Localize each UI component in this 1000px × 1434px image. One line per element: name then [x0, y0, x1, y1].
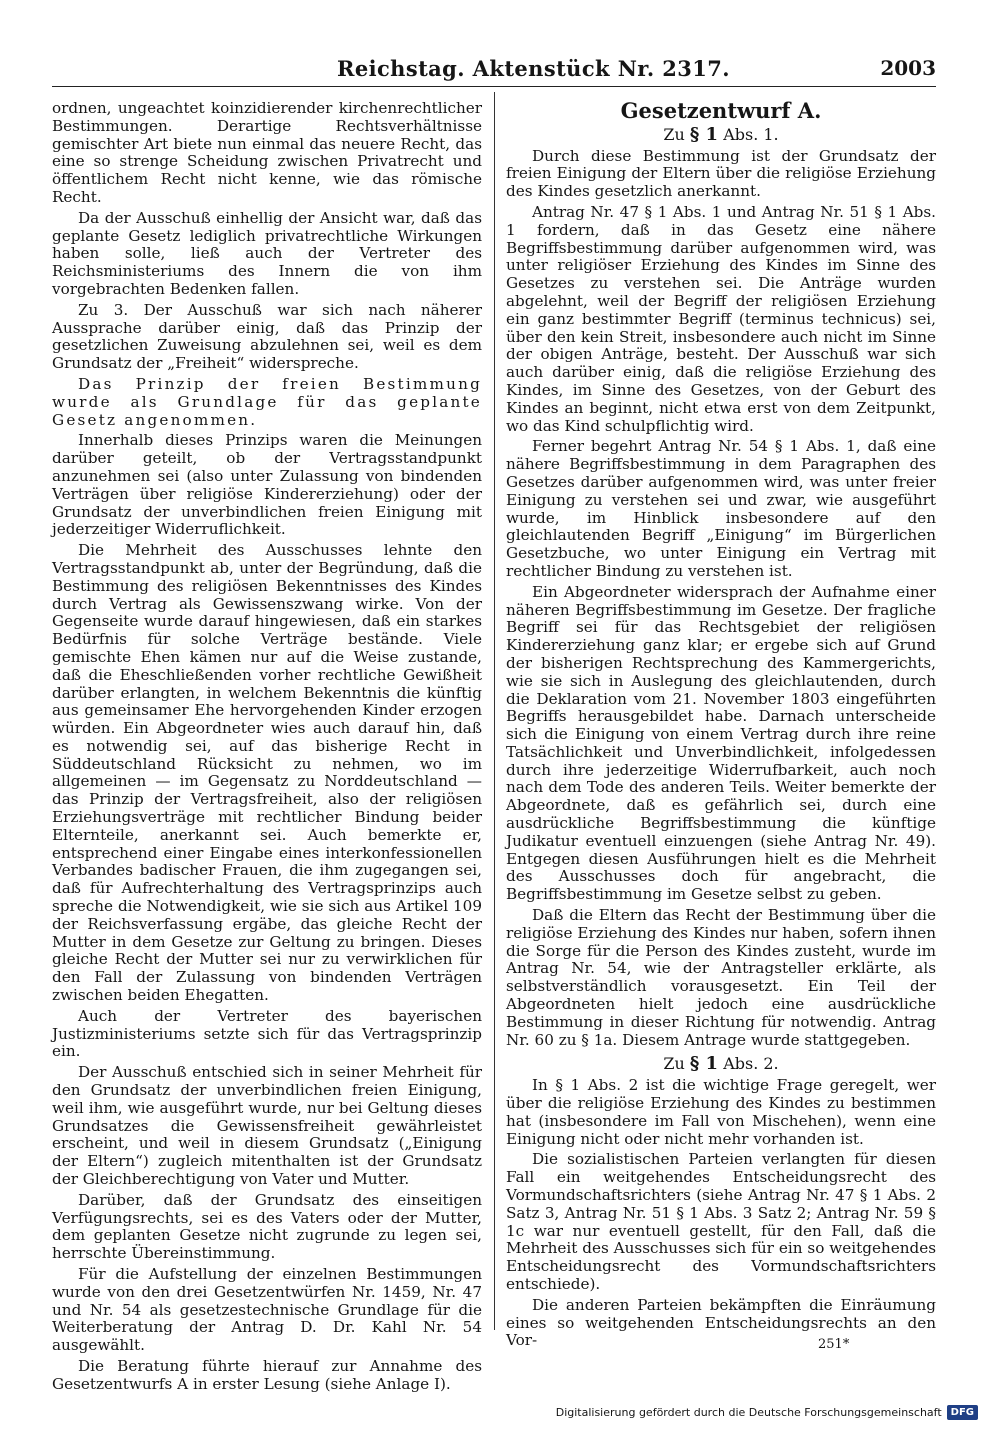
paragraph: Da der Ausschuß einhellig der Ansicht war, daß das geplante Gesetz lediglich privatrechtliche Wirkungen haben solle, ließ auch der Vertreter des Reichsministeriums des Innern die von ihm vorgebrachten Bedenken fallen. — [52, 208, 482, 298]
subheading-prefix: Zu — [663, 1054, 685, 1074]
paragraph: Zu 3. Der Ausschuß war sich nach näherer Aussprache darüber einig, daß das Prinzip der gesetzlichen Zuweisung abzulehnen sei, weil es dem Grundsatz der „Freiheit“ widerspreche. — [52, 300, 482, 373]
paragraph: In § 1 Abs. 2 ist die wichtige Frage geregelt, wer über die religiöse Erziehung des Kindes zu bestimmen hat (insbesondere im Fall von Mischehen), wenn eine Einigung nicht oder nicht mehr vorhanden ist. — [506, 1076, 936, 1148]
paragraph: Der Ausschuß entschied sich in seiner Mehrheit für den Grundsatz der unverbindlichen freien Einigung, weil ihm, wie ausgeführt wurde, nur bei Geltung dieses Grundsatzes die Gewissensfreiheit gewährleistet erscheint, und weil in diesem Grundsatz („Einigung der Eltern“) zugleich mitenthalten ist der Grundsatz der Gleichberechtigung von Vater und Mutter. — [52, 1063, 482, 1189]
subheading-prefix: Zu — [663, 124, 685, 144]
printer-signature: 251* — [818, 1337, 850, 1352]
paragraph: Durch diese Bestimmung ist der Grundsatz der freien Einigung der Eltern über die religiöse Erziehung des Kindes gesetzlich anerkannt. — [506, 146, 936, 201]
paragraph: Auch der Vertreter des bayerischen Justizministeriums setzte sich für das Vertragsprinzip ein. — [52, 1006, 482, 1061]
paragraph: Die sozialistischen Parteien verlangten für diesen Fall ein weitgehendes Entscheidungsrecht des Vormundschaftsrichters (siehe Antrag Nr. 47 § 1 Abs. 2 Satz 3, Antrag Nr. 51 § 1 Abs. 3 Satz 2; Antrag Nr. 59 § 1c war nur eventuell gestellt, für den Fall, daß die Mehrheit des Ausschusses sich für ein so weitgehendes Entscheidungsrecht des Vormundschaftsrichters entschiede). — [506, 1150, 936, 1293]
page-header — [52, 56, 936, 87]
paragraph: Ferner begehrt Antrag Nr. 54 § 1 Abs. 1, daß eine nähere Begriffsbestimmung in dem Paragraphen des Gesetzes darüber aufgenommen wird, was unter freier Einigung zu verstehen sei und zwar, wie ausgeführt wurde, im Hinblick insbesondere auf den gleichlautenden Begriff „Einigung“ im Bürgerlichen Gesetzbuche, wo unter Einigung ein Vertrag mit rechtlicher Bindung zu verstehen ist. — [506, 437, 936, 580]
subheading-section: § 1 — [689, 123, 719, 145]
subsection-heading-1 — [506, 123, 936, 145]
column-divider — [494, 92, 495, 1330]
paragraph: ordnen, ungeachtet koinzidierender kirchenrechtlicher Bestimmungen. Derartige Rechtsverhältnisse gemischter Art biete nun einmal das neuere Recht, das eine so strenge Scheidung zwischen Privatrecht und öffentlichem Recht nicht kenne, wie das römische Recht. — [52, 99, 482, 206]
subheading-suffix: Abs. 2. — [723, 1054, 779, 1074]
paragraph: Die Mehrheit des Ausschusses lehnte den Vertragsstandpunkt ab, unter der Begründung, daß die Bestimmung des religiösen Bekenntnisses des Kindes durch Vertrag als Gewissenszwang wirke. Von der Gegenseite wurde darauf hingewiesen, daß ein starkes Bedürfnis für solche Verträge bestände. Viele gemischte Ehen kämen nur auf die Weise zustande, daß die Eheschließenden vorher rechtliche Gewißheit darüber erlangten, in welchem Bekenntnis die künftig aus gemeinsamer Ehe hervorgehenden Kinder erzogen würden. Ein Abgeordneter wies auch darauf hin, daß es notwendig sei, auf das bisherige Recht in Süddeutschland Rücksicht zu nehmen, wo im allgemeinen — im Gegensatz zu Norddeutschland — das Prinzip der Vertragsfreiheit, also der religiösen Erziehungsverträge mit rechtlicher Bindung beider Elternteile, anerkannt sei. Auch bemerkte er, entsprechend einer Eingabe eines interkonfessionellen Verbandes badischer Frauen, die ihm zugegangen sei, daß für Aufrechterhaltung des Vertragsprinzips auch spreche die Notwendigkeit, wie sie sich aus Artikel 109 der Reichsverfassung ergäbe, das gleiche Recht der Mutter in dem Gesetze zur Geltung zu bringen. Dieses gleiche Recht der Mutter sei nur zu verwirklichen für den Fall der Zulassung von bindenden Verträgen zwischen beiden Ehegatten. — [52, 541, 482, 1005]
paragraph: Darüber, daß der Grundsatz des einseitigen Verfügungsrechts, sei es des Vaters oder der Mutter, dem geplanten Gesetze nicht zugrunde zu legen sei, herrschte Übereinstimmung. — [52, 1190, 482, 1263]
paragraph: Antrag Nr. 47 § 1 Abs. 1 und Antrag Nr. 51 § 1 Abs. 1 fordern, daß in das Gesetz eine nähere Begriffsbestimmung darüber aufgenommen wird, was unter religiöser Erziehung des Kindes im Sinne des Gesetzes zu verstehen sei. Die Anträge wurden abgelehnt, weil der Begriff der religiösen Erziehung ein ganz bestimmter Begriff (terminus technicus) sei, über den kein Streit, insbesondere auch nicht im Sinne der obigen Anträge, besteht. Der Ausschuß war sich auch darüber einig, daß die religiöse Erziehung des Kindes, im Sinne des Gesetzes, von der Geburt des Kindes an beginnt, nicht etwa erst von dem Zeitpunkt, wo das Kind schulpflichtig wird. — [506, 202, 936, 435]
footer-text: Digitalisierung gefördert durch die Deutsche Forschungsgemeinschaft — [555, 1406, 942, 1419]
paragraph: Innerhalb dieses Prinzips waren die Meinungen darüber geteilt, ob der Vertragsstandpunkt anzunehmen sei (also unter Zulassung von bindenden Verträgen über religiöse Kindererziehung) oder der Grundsatz der unverbindlichen freien Einigung mit jederzeitiger Widerruflichkeit. — [52, 431, 482, 539]
header-title: Reichstag. Aktenstück Nr. 2317. — [337, 56, 731, 81]
paragraph: Die anderen Parteien bekämpften die Einräumung eines so weitgehenden Entscheidungsrechts an den Vor- — [506, 1295, 936, 1350]
section-heading: Gesetzentwurf A. — [620, 98, 822, 123]
paragraph: Für die Aufstellung der einzelnen Bestimmungen wurde von den drei Gesetzentwürfen Nr. 1459, Nr. 47 und Nr. 54 als gesetzestechnische Grundlage für die Weiterberatung der Antrag D. Dr. Kahl Nr. 54 ausgewählt. — [52, 1265, 482, 1355]
page-number: 2003 — [880, 56, 936, 80]
subheading-suffix: Abs. 1. — [723, 124, 779, 144]
paragraph: Daß die Eltern das Recht der Bestimmung über die religiöse Erziehung des Kindes nur haben, sofern ihnen die Sorge für die Person des Kindes zusteht, wurde im Antrag Nr. 54, wie der Antragsteller erklärte, als selbstverständlich vorausgesetzt. Ein Teil der Abgeordneten hielt jedoch eine ausdrückliche Bestimmung in dieser Richtung für notwendig. Antrag Nr. 60 zu § 1a. Diesem Antrage wurde stattgegeben. — [506, 906, 936, 1049]
left-column — [52, 99, 482, 1393]
paragraph: Die Beratung führte hierauf zur Annahme des Gesetzentwurfs A in erster Lesung (siehe Anlage I). — [52, 1356, 482, 1393]
paragraph-emphasized: Das Prinzip der freien Bestimmung wurde als Grundlage für das geplante Gesetz angenommen. — [52, 374, 482, 429]
paragraph: Ein Abgeordneter widersprach der Aufnahme einer näheren Begriffsbestimmung im Gesetze. Der fragliche Begriff sei für das Rechtsgebiet der religiösen Kindererziehung ganz klar; er ergebe sich auf Grund der bisherigen Rechtsprechung des Kammergerichts, wie sie sich in Auslegung des gleichlautenden, durch die Deklaration vom 21. November 1803 eingeführten Begriffs herausgebildet habe. Darnach unterscheide sich die Einigung von einem Vertrag durch ihre reine Tatsächlichkeit und Unverbindlichkeit, infolgedessen durch ihre jederzeitige Widerrufbarkeit, auch noch nach dem Tode des anderen Teils. Weiter bemerkte der Abgeordnete, daß es gefährlich sei, durch eine ausdrückliche Begriffsbestimmung die künftige Judikatur eventuell einzuengen (siehe Antrag Nr. 49). Entgegen diesen Ausführungen hielt es die Mehrheit des Ausschusses doch für angebracht, die Begriffsbestimmung im Gesetze selbst zu geben. — [506, 582, 936, 904]
dfg-logo: DFG — [947, 1405, 978, 1420]
subheading-section: § 1 — [689, 1053, 719, 1075]
footer — [556, 1405, 978, 1420]
subsection-heading-2 — [506, 1055, 936, 1073]
